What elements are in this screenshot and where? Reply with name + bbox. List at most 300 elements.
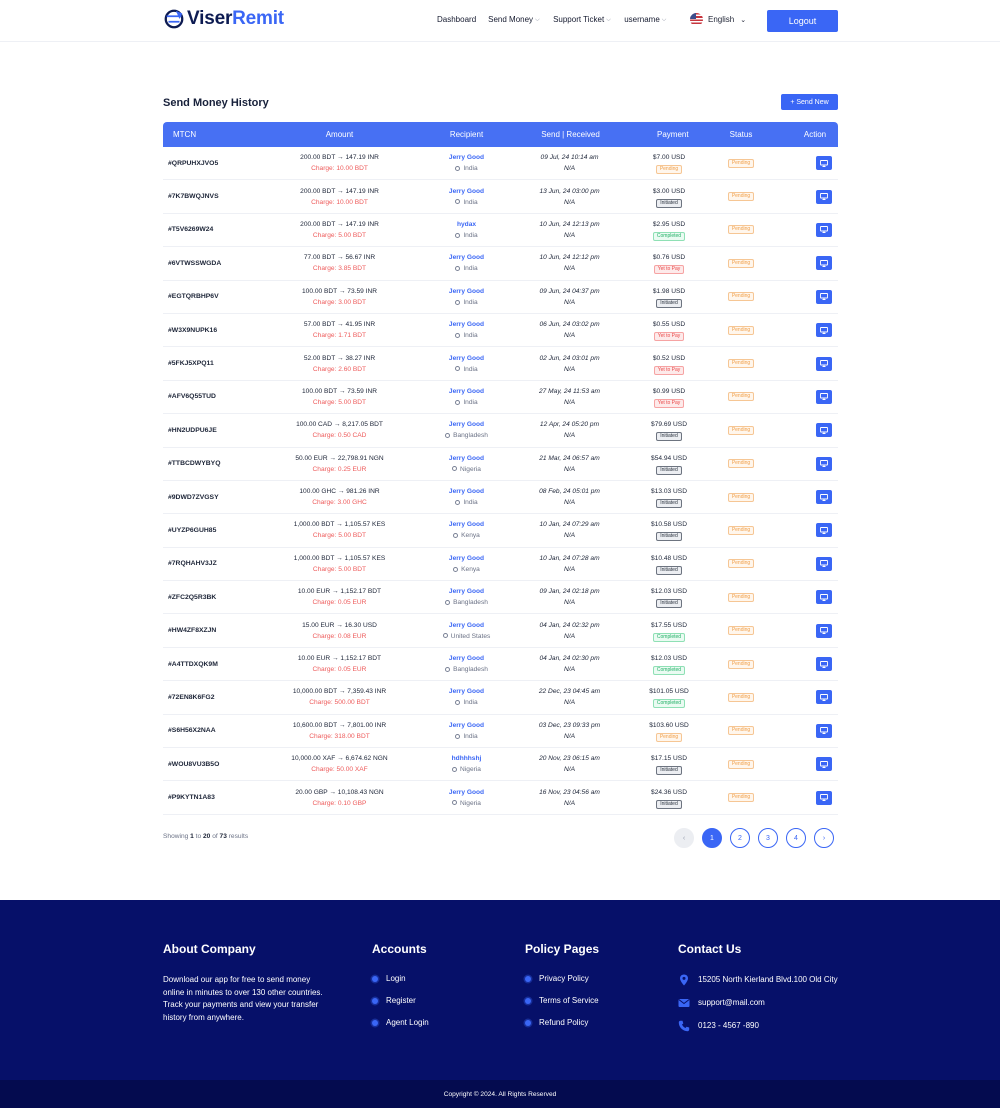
view-details-button[interactable] bbox=[816, 390, 832, 404]
payment-status-badge: Completed bbox=[653, 232, 685, 241]
table-row bbox=[163, 748, 838, 781]
recipient-cell bbox=[417, 653, 516, 675]
amount-value: 57.00 BDT → 41.95 INR bbox=[303, 321, 376, 329]
payment-amount: $79.69 USD bbox=[651, 421, 687, 429]
mtcn-cell: #AFV6Q55TUD bbox=[168, 393, 216, 401]
envelope-icon bbox=[678, 997, 690, 1009]
payment-status-badge: Initiated bbox=[656, 499, 682, 508]
view-details-button[interactable] bbox=[816, 256, 832, 270]
view-details-button[interactable] bbox=[816, 423, 832, 437]
status-badge: Pending bbox=[728, 493, 754, 502]
status-badge: Pending bbox=[728, 192, 754, 201]
desktop-icon bbox=[820, 193, 828, 200]
view-details-button[interactable] bbox=[816, 190, 832, 204]
amount-cell bbox=[263, 653, 416, 675]
amount-value: 10,600.00 BDT → 7,801.00 INR bbox=[292, 721, 387, 729]
recipient-country: Nigeria bbox=[417, 464, 516, 475]
recipient-cell bbox=[417, 252, 516, 274]
view-details-button[interactable] bbox=[816, 757, 832, 771]
received-date: N/A bbox=[564, 565, 575, 573]
received-date: N/A bbox=[564, 766, 575, 774]
sent-date: 09 Jan, 24 02:18 pm bbox=[539, 588, 600, 596]
table-body bbox=[163, 147, 838, 815]
received-date: N/A bbox=[564, 365, 575, 373]
mtcn-cell: #WOU8VU3B5O bbox=[168, 760, 220, 768]
recipient-name[interactable]: hdhhhshj bbox=[451, 755, 482, 763]
action-cell bbox=[816, 657, 832, 671]
recipient-cell bbox=[417, 353, 516, 375]
nav-dashboard[interactable]: Dashboard bbox=[437, 15, 477, 24]
sent-date: 10 Jun, 24 12:12 pm bbox=[539, 254, 600, 262]
sent-date: 08 Feb, 24 05:01 pm bbox=[539, 488, 600, 496]
location-pin-icon bbox=[445, 600, 450, 605]
date-cell bbox=[516, 286, 623, 308]
recipient-country: Bangladesh bbox=[417, 597, 516, 608]
date-cell bbox=[516, 386, 623, 408]
view-details-button[interactable] bbox=[816, 557, 832, 571]
chevron-down-icon: ⌵ bbox=[661, 16, 667, 23]
view-details-button[interactable] bbox=[816, 791, 832, 805]
page-button-4[interactable]: 4 bbox=[786, 828, 806, 848]
language-label: English bbox=[708, 15, 735, 24]
amount-value: 20.00 GBP → 10,108.43 NGN bbox=[295, 788, 384, 796]
desktop-icon bbox=[820, 260, 828, 267]
view-details-button[interactable] bbox=[816, 323, 832, 337]
mtcn-cell: #7RQHAHV3JZ bbox=[168, 560, 217, 568]
recipient-name[interactable]: Jerry Good bbox=[448, 621, 485, 629]
language-selector[interactable] bbox=[690, 13, 746, 26]
payment-cell bbox=[629, 219, 709, 241]
payment-amount: $24.36 USD bbox=[651, 788, 687, 796]
amount-value: 10.00 EUR → 1,152.17 BDT bbox=[297, 655, 382, 663]
contact-email[interactable]: support@mail.com bbox=[678, 997, 838, 1009]
recipient-cell bbox=[417, 419, 516, 441]
footer-policies-title: Policy Pages bbox=[525, 942, 600, 956]
location-pin-icon bbox=[452, 800, 457, 805]
globe-logo-icon bbox=[163, 8, 185, 30]
table-row bbox=[163, 514, 838, 547]
payment-amount: $54.94 USD bbox=[651, 454, 687, 462]
payment-cell bbox=[629, 753, 709, 775]
top-header bbox=[0, 0, 1000, 42]
action-cell bbox=[816, 557, 832, 571]
send-new-button[interactable]: + Send New bbox=[781, 94, 838, 110]
desktop-icon bbox=[820, 627, 828, 634]
view-details-button[interactable] bbox=[816, 457, 832, 471]
amount-value: 200.00 BDT → 147.19 INR bbox=[300, 154, 379, 162]
action-cell bbox=[816, 190, 832, 204]
received-date: N/A bbox=[564, 532, 575, 540]
location-pin-icon bbox=[455, 266, 460, 271]
received-date: N/A bbox=[564, 298, 575, 306]
mtcn-cell: #ZFC2Q5R3BK bbox=[168, 593, 217, 601]
received-date: N/A bbox=[564, 332, 575, 340]
desktop-icon bbox=[820, 393, 828, 400]
table-row bbox=[163, 347, 838, 380]
date-cell bbox=[516, 553, 623, 575]
view-details-button[interactable] bbox=[816, 523, 832, 537]
amount-value: 200.00 BDT → 147.19 INR bbox=[300, 220, 379, 228]
location-pin-icon bbox=[453, 533, 458, 538]
recipient-cell bbox=[417, 686, 516, 708]
sent-date: 27 May, 24 11:53 am bbox=[539, 387, 600, 395]
view-details-button[interactable] bbox=[816, 624, 832, 638]
mtcn-cell: #S6H56X2NAA bbox=[168, 727, 216, 735]
footer-contact bbox=[678, 942, 838, 1043]
view-details-button[interactable] bbox=[816, 490, 832, 504]
page-button-2[interactable]: 2 bbox=[730, 828, 750, 848]
amount-value: 100.00 BDT → 73.59 INR bbox=[301, 387, 377, 395]
payment-cell bbox=[629, 486, 709, 508]
status-cell bbox=[719, 793, 763, 802]
nav-user-menu[interactable]: username ⌵ bbox=[624, 15, 667, 24]
location-pin-icon bbox=[455, 366, 460, 371]
payment-cell bbox=[629, 653, 709, 675]
recipient-cell bbox=[417, 753, 516, 775]
brand-logo[interactable] bbox=[163, 8, 284, 30]
status-cell bbox=[719, 292, 763, 301]
mtcn-cell: #6VTWSSWGDA bbox=[168, 259, 222, 267]
date-cell bbox=[516, 620, 623, 642]
recipient-country: India bbox=[417, 163, 516, 174]
status-badge: Pending bbox=[728, 593, 754, 602]
recipient-cell bbox=[417, 286, 516, 308]
mtcn-cell: #T5V6269W24 bbox=[168, 226, 214, 234]
page-title: Send Money History bbox=[163, 97, 269, 109]
charge-value: Charge: 0.25 EUR bbox=[312, 465, 367, 473]
recipient-name[interactable]: Jerry Good bbox=[448, 588, 485, 596]
chevron-down-icon: ⌄ bbox=[740, 16, 747, 24]
recipient-cell bbox=[417, 319, 516, 341]
recipient-name[interactable]: Jerry Good bbox=[448, 488, 485, 496]
mtcn-cell: #A4TTDXQK9M bbox=[168, 660, 218, 668]
charge-value: Charge: 0.05 EUR bbox=[312, 666, 367, 674]
footer-link-register[interactable]: Register bbox=[372, 996, 429, 1005]
date-cell bbox=[516, 152, 623, 174]
date-cell bbox=[516, 353, 623, 375]
nav-support-ticket[interactable]: Support Ticket ⌵ bbox=[553, 15, 611, 24]
charge-value: Charge: 3.85 BDT bbox=[312, 265, 367, 273]
recipient-country: Kenya bbox=[417, 564, 516, 575]
recipient-name[interactable]: Jerry Good bbox=[448, 387, 485, 395]
action-cell bbox=[816, 323, 832, 337]
recipient-name[interactable]: Jerry Good bbox=[448, 154, 485, 162]
status-cell bbox=[719, 359, 763, 368]
action-cell bbox=[816, 223, 832, 237]
payment-cell bbox=[629, 186, 709, 208]
payment-amount: $0.99 USD bbox=[652, 387, 686, 395]
desktop-icon bbox=[820, 360, 828, 367]
action-cell bbox=[816, 156, 832, 170]
recipient-country: Kenya bbox=[417, 530, 516, 541]
recipient-name[interactable]: Jerry Good bbox=[448, 655, 485, 663]
desktop-icon bbox=[820, 494, 828, 501]
bullet-icon bbox=[525, 998, 531, 1004]
recipient-name[interactable]: Jerry Good bbox=[448, 421, 485, 429]
charge-value: Charge: 50.00 XAF bbox=[311, 766, 368, 774]
table-row bbox=[163, 381, 838, 414]
amount-cell bbox=[263, 286, 416, 308]
amount-value: 100.00 BDT → 73.59 INR bbox=[301, 287, 377, 295]
sent-date: 09 Jul, 24 10:14 am bbox=[540, 154, 599, 162]
footer-link-refund[interactable]: Refund Policy bbox=[525, 1018, 599, 1027]
recipient-name[interactable]: Jerry Good bbox=[448, 254, 485, 262]
payment-cell bbox=[629, 620, 709, 642]
sent-date: 13 Jun, 24 03:00 pm bbox=[539, 187, 600, 195]
table-row bbox=[163, 448, 838, 481]
action-cell bbox=[816, 390, 832, 404]
desktop-icon bbox=[820, 661, 828, 668]
recipient-name[interactable]: Jerry Good bbox=[448, 788, 485, 796]
recipient-cell bbox=[417, 186, 516, 208]
charge-value: Charge: 318.00 BDT bbox=[309, 732, 370, 740]
contact-phone[interactable]: 0123 - 4567 -890 bbox=[678, 1020, 838, 1032]
table-row bbox=[163, 481, 838, 514]
date-cell bbox=[516, 686, 623, 708]
payment-cell bbox=[629, 453, 709, 475]
status-cell bbox=[719, 760, 763, 769]
page-button-3[interactable]: 3 bbox=[758, 828, 778, 848]
location-pin-icon bbox=[445, 667, 450, 672]
date-cell bbox=[516, 653, 623, 675]
view-details-button[interactable] bbox=[816, 657, 832, 671]
amount-value: 100.00 CAD → 8,217.05 BDT bbox=[296, 421, 383, 429]
view-details-button[interactable] bbox=[816, 156, 832, 170]
table-row bbox=[163, 314, 838, 347]
recipient-name[interactable]: Jerry Good bbox=[448, 354, 485, 362]
view-details-button[interactable] bbox=[816, 290, 832, 304]
footer-link-agent-login[interactable]: Agent Login bbox=[372, 1018, 429, 1027]
view-details-button[interactable] bbox=[816, 223, 832, 237]
sent-date: 06 Jun, 24 03:02 pm bbox=[539, 321, 600, 329]
charge-value: Charge: 3.00 BDT bbox=[312, 298, 367, 306]
recipient-country: Bangladesh bbox=[417, 430, 516, 441]
amount-value: 52.00 BDT → 38.27 INR bbox=[303, 354, 376, 362]
phone-icon bbox=[678, 1020, 690, 1032]
desktop-icon bbox=[820, 761, 828, 768]
payment-status-badge: Initiated bbox=[656, 432, 682, 441]
status-cell bbox=[719, 526, 763, 535]
status-badge: Pending bbox=[728, 426, 754, 435]
table-row bbox=[163, 648, 838, 681]
status-cell bbox=[719, 693, 763, 702]
amount-cell bbox=[263, 686, 416, 708]
bullet-icon bbox=[372, 976, 378, 982]
amount-cell bbox=[263, 720, 416, 742]
sent-date: 20 Nov, 23 06:15 am bbox=[539, 755, 600, 763]
recipient-name[interactable]: Jerry Good bbox=[448, 287, 485, 295]
mtcn-cell: #7K7BWQJNVS bbox=[168, 193, 219, 201]
payment-cell bbox=[629, 252, 709, 274]
received-date: N/A bbox=[564, 599, 575, 607]
status-badge: Pending bbox=[728, 693, 754, 702]
status-badge: Pending bbox=[728, 259, 754, 268]
date-cell bbox=[516, 453, 623, 475]
recipient-cell bbox=[417, 553, 516, 575]
amount-cell bbox=[263, 620, 416, 642]
payment-amount: $103.60 USD bbox=[649, 721, 689, 729]
payment-status-badge: Yet to Pay bbox=[654, 265, 685, 274]
date-cell bbox=[516, 586, 623, 608]
date-cell bbox=[516, 252, 623, 274]
amount-value: 1,000.00 BDT → 1,105.57 KES bbox=[293, 521, 386, 529]
table-row bbox=[163, 781, 838, 814]
recipient-name[interactable]: Jerry Good bbox=[448, 721, 485, 729]
location-pin-icon bbox=[455, 199, 460, 204]
table-header bbox=[163, 122, 838, 147]
footer-link-login[interactable]: Login bbox=[372, 974, 429, 983]
action-cell bbox=[816, 523, 832, 537]
amount-cell bbox=[263, 419, 416, 441]
charge-value: Charge: 5.00 BDT bbox=[312, 398, 367, 406]
table-row bbox=[163, 247, 838, 280]
recipient-country: Nigeria bbox=[417, 798, 516, 809]
desktop-icon bbox=[820, 727, 828, 734]
date-cell bbox=[516, 787, 623, 809]
date-cell bbox=[516, 486, 623, 508]
site-footer bbox=[0, 900, 1000, 1080]
charge-value: Charge: 0.05 EUR bbox=[312, 599, 367, 607]
amount-cell bbox=[263, 252, 416, 274]
view-details-button[interactable] bbox=[816, 724, 832, 738]
recipient-cell bbox=[417, 486, 516, 508]
payment-amount: $2.95 USD bbox=[652, 220, 686, 228]
footer-link-terms[interactable]: Terms of Service bbox=[525, 996, 599, 1005]
recipient-name[interactable]: Jerry Good bbox=[448, 688, 485, 696]
amount-value: 10.00 EUR → 1,152.17 BDT bbox=[297, 588, 382, 596]
recipient-name[interactable]: Jerry Good bbox=[448, 521, 485, 529]
recipient-name[interactable]: Jerry Good bbox=[448, 321, 485, 329]
amount-cell bbox=[263, 486, 416, 508]
table-row bbox=[163, 581, 838, 614]
action-cell bbox=[816, 357, 832, 371]
payment-amount: $17.15 USD bbox=[651, 755, 687, 763]
status-badge: Pending bbox=[728, 526, 754, 535]
recipient-country: India bbox=[417, 330, 516, 341]
recipient-name[interactable]: Jerry Good bbox=[448, 187, 485, 195]
desktop-icon bbox=[820, 293, 828, 300]
recipient-country: Bangladesh bbox=[417, 664, 516, 675]
recipient-cell bbox=[417, 787, 516, 809]
payment-amount: $0.55 USD bbox=[652, 321, 686, 329]
desktop-icon bbox=[820, 460, 828, 467]
recipient-name[interactable]: Jerry Good bbox=[448, 554, 485, 562]
payment-status-badge: Initiated bbox=[656, 566, 682, 575]
logout-button[interactable]: Logout bbox=[767, 10, 838, 32]
status-cell bbox=[719, 225, 763, 234]
amount-cell bbox=[263, 519, 416, 541]
footer-link-privacy[interactable]: Privacy Policy bbox=[525, 974, 599, 983]
us-flag-icon bbox=[690, 13, 703, 26]
location-pin-icon bbox=[445, 433, 450, 438]
recipient-name[interactable]: Jerry Good bbox=[448, 454, 485, 462]
main-nav bbox=[437, 15, 680, 24]
received-date: N/A bbox=[564, 398, 575, 406]
payment-cell bbox=[629, 787, 709, 809]
payment-status-badge: Initiated bbox=[656, 532, 682, 541]
payment-status-badge: Initiated bbox=[656, 800, 682, 809]
next-page-button[interactable]: › bbox=[814, 828, 834, 848]
desktop-icon bbox=[820, 327, 828, 334]
mtcn-cell: #UYZP6GUH85 bbox=[168, 526, 217, 534]
payment-status-badge: Initiated bbox=[656, 766, 682, 775]
charge-value: Charge: 1.71 BDT bbox=[312, 332, 367, 340]
prev-page-button[interactable]: ‹ bbox=[674, 828, 694, 848]
charge-value: Charge: 5.00 BDT bbox=[312, 565, 367, 573]
table-row bbox=[163, 414, 838, 447]
recipient-name[interactable]: hydax bbox=[456, 220, 477, 228]
desktop-icon bbox=[820, 226, 828, 233]
location-pin-icon bbox=[443, 633, 448, 638]
status-badge: Pending bbox=[728, 359, 754, 368]
action-cell bbox=[816, 690, 832, 704]
payment-amount: $12.03 USD bbox=[651, 655, 687, 663]
footer-accounts bbox=[372, 942, 429, 1040]
status-badge: Pending bbox=[728, 459, 754, 468]
charge-value: Charge: 3.00 GHC bbox=[312, 499, 367, 507]
amount-cell bbox=[263, 586, 416, 608]
view-details-button[interactable] bbox=[816, 357, 832, 371]
status-cell bbox=[719, 259, 763, 268]
amount-cell bbox=[263, 453, 416, 475]
status-badge: Pending bbox=[728, 760, 754, 769]
pagination bbox=[674, 828, 834, 848]
copyright-bar: Copyright © 2024. All Rights Reserved bbox=[0, 1080, 1000, 1108]
mtcn-cell: #QRPUHXJVO5 bbox=[168, 159, 219, 167]
table-row bbox=[163, 681, 838, 714]
results-summary: Showing 1 to 20 of 73 results bbox=[163, 833, 249, 840]
recipient-cell bbox=[417, 453, 516, 475]
amount-value: 15.00 EUR → 16.30 USD bbox=[302, 621, 377, 629]
recipient-country: India bbox=[417, 297, 516, 308]
status-badge: Pending bbox=[728, 225, 754, 234]
amount-cell bbox=[263, 787, 416, 809]
status-cell bbox=[719, 593, 763, 602]
sent-date: 04 Jan, 24 02:30 pm bbox=[539, 655, 600, 663]
amount-value: 100.00 GHC → 981.26 INR bbox=[299, 488, 380, 496]
action-cell bbox=[816, 457, 832, 471]
view-details-button[interactable] bbox=[816, 590, 832, 604]
mtcn-cell: #9DWD7ZVGSY bbox=[168, 493, 219, 501]
status-badge: Pending bbox=[728, 626, 754, 635]
payment-amount: $0.52 USD bbox=[652, 354, 686, 362]
mtcn-cell: #EGTQRBHP6V bbox=[168, 293, 219, 301]
recipient-cell bbox=[417, 152, 516, 174]
page-button-1[interactable]: 1 bbox=[702, 828, 722, 848]
payment-amount: $1.98 USD bbox=[652, 287, 686, 295]
payment-amount: $10.58 USD bbox=[651, 521, 687, 529]
mtcn-cell: #HW4ZF8XZJN bbox=[168, 627, 217, 635]
charge-value: Charge: 500.00 BDT bbox=[309, 699, 370, 707]
payment-cell bbox=[629, 553, 709, 575]
sent-date: 16 Nov, 23 04:56 am bbox=[539, 788, 600, 796]
bullet-icon bbox=[525, 1020, 531, 1026]
th-amount: Amount bbox=[325, 130, 354, 139]
payment-status-badge: Completed bbox=[653, 699, 685, 708]
view-details-button[interactable] bbox=[816, 690, 832, 704]
received-date: N/A bbox=[564, 732, 575, 740]
received-date: N/A bbox=[564, 699, 575, 707]
sent-date: 22 Dec, 23 04:45 am bbox=[538, 688, 601, 696]
nav-send-money[interactable]: Send Money ⌵ bbox=[488, 15, 540, 24]
mtcn-cell: #W3X9NUPK16 bbox=[168, 326, 218, 334]
status-badge: Pending bbox=[728, 793, 754, 802]
desktop-icon bbox=[820, 594, 828, 601]
received-date: N/A bbox=[564, 465, 575, 473]
payment-amount: $10.48 USD bbox=[651, 554, 687, 562]
payment-cell bbox=[629, 353, 709, 375]
th-mtcn: MTCN bbox=[173, 130, 197, 139]
